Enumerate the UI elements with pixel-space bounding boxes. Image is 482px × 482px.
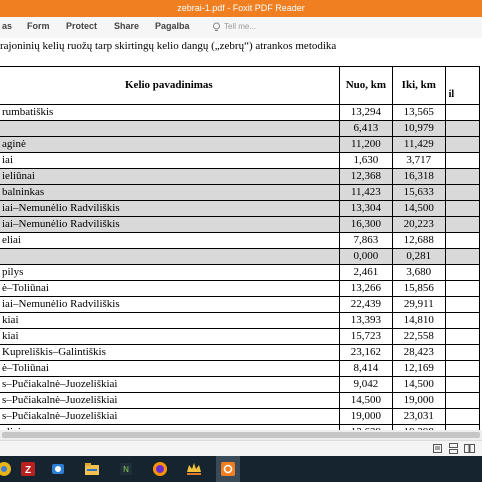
table-row [0,297,480,313]
column-header-from-km: Nuo, km [339,67,392,105]
road-name-cell: rumbatiškis [0,105,339,121]
table-row [0,137,480,153]
from-km-cell: 11,423 [339,185,392,201]
from-km-cell: 13,304 [339,201,392,217]
partial-cell [445,105,479,121]
svg-text:N: N [123,465,129,474]
from-km-cell: 19,000 [339,409,392,425]
from-km-cell: 9,042 [339,377,392,393]
window-titlebar [0,0,482,17]
road-name-cell: pilys [0,265,339,281]
window-title: zebrai-1.pdf - Foxit PDF Reader [177,3,305,13]
from-km-cell: 2,461 [339,265,392,281]
partial-cell [445,121,479,137]
from-km-cell: 8,414 [339,361,392,377]
road-name-cell: iai–Nemunėlio Radviliškis [0,201,339,217]
road-name-cell: kiai [0,313,339,329]
from-km-cell: 15,723 [339,329,392,345]
crown-app-icon[interactable] [182,456,206,482]
partial-cell [445,233,479,249]
pdf-page-view[interactable] [0,38,482,430]
table-row [0,361,480,377]
partial-cell [445,409,479,425]
road-name-cell: iai–Nemunėlio Radviliškis [0,297,339,313]
road-name-cell: s–Pučiakalnė–Juozeliškiai [0,409,339,425]
partial-cell [445,281,479,297]
road-name-cell [0,121,339,137]
partial-cell [445,393,479,409]
tell-me-placeholder: Tell me... [224,22,257,31]
app-blue-icon[interactable] [46,456,70,482]
road-name-cell: iai [0,153,339,169]
svg-text:Z: Z [24,465,32,476]
to-km-cell: 0,281 [393,249,446,265]
road-name-cell: iai–Nemunėlio Radviliškis [0,217,339,233]
notepadpp-icon[interactable] [114,456,138,482]
table-row [0,393,480,409]
status-bar [0,440,482,457]
tell-me-search[interactable] [212,20,262,33]
table-row [0,201,480,217]
firefox-icon[interactable] [148,456,172,482]
to-km-cell: 11,429 [393,137,446,153]
road-name-cell: s–Pučiakalnė–Juozeliškiai [0,393,339,409]
to-km-cell: 19,000 [393,393,446,409]
column-header-partial: il [445,67,479,105]
table-row [0,121,480,137]
table-row [0,345,480,361]
document-heading: rajoninių kelių ruožų tarp skirtingų kelio dangų („zebrų“) atrankos metodika [0,40,337,52]
partial-cell [445,137,479,153]
from-km-cell: 12,368 [339,169,392,185]
from-km-cell: 13,266 [339,281,392,297]
table-row [0,329,480,345]
from-km-cell: 7,863 [339,233,392,249]
to-km-cell: 13,565 [393,105,446,121]
partial-cell [445,329,479,345]
menu-tab-partial[interactable]: as [2,21,13,31]
facing-page-icon[interactable] [464,443,475,454]
from-km-cell: 23,162 [339,345,392,361]
table-row [0,249,480,265]
horizontal-scrollbar[interactable] [0,430,482,440]
ribbon-menu-bar [0,17,482,39]
windows-taskbar [0,456,482,482]
partial-cell [445,185,479,201]
partial-cell [445,345,479,361]
road-name-cell: aginė [0,137,339,153]
foxit-reader-icon[interactable] [216,456,240,482]
partial-cell [445,249,479,265]
from-km-cell: 22,439 [339,297,392,313]
partial-cell [445,297,479,313]
from-km-cell: 13,393 [339,313,392,329]
continuous-page-icon[interactable] [448,443,459,454]
to-km-cell: 15,633 [393,185,446,201]
road-name-cell [0,249,339,265]
to-km-cell: 23,031 [393,409,446,425]
from-km-cell: 11,200 [339,137,392,153]
to-km-cell: 12,169 [393,361,446,377]
partial-cell [445,217,479,233]
road-name-cell: balninkas [0,185,339,201]
column-header-to-km: Iki, km [393,67,446,105]
from-km-cell: 0,000 [339,249,392,265]
table-row [0,169,480,185]
to-km-cell: 16,318 [393,169,446,185]
road-name-cell: ieliūnai [0,169,339,185]
table-row [0,377,480,393]
menu-tab-share[interactable]: Share [114,21,140,31]
table-row [0,281,480,297]
from-km-cell: 1,630 [339,153,392,169]
road-name-cell: eliai [0,233,339,249]
menu-tab-help[interactable]: Pagalba [155,21,190,31]
partial-cell [445,153,479,169]
partial-cell [445,265,479,281]
roads-table [0,66,480,457]
partial-cell [445,201,479,217]
road-name-cell: ė–Toliūnai [0,361,339,377]
to-km-cell: 22,558 [393,329,446,345]
scrollbar-thumb[interactable] [2,432,480,438]
to-km-cell: 3,717 [393,153,446,169]
menu-tab-form[interactable]: Form [27,21,50,31]
column-header-road-name: Kelio pavadinimas [0,67,339,105]
to-km-cell: 12,688 [393,233,446,249]
road-name-cell: s–Pučiakalnė–Juozeliškiai [0,377,339,393]
from-km-cell: 13,294 [339,105,392,121]
partial-cell [445,361,479,377]
table-row [0,153,480,169]
to-km-cell: 10,979 [393,121,446,137]
table-row [0,217,480,233]
file-explorer-icon[interactable] [80,456,104,482]
partial-cell [445,169,479,185]
to-km-cell: 29,911 [393,297,446,313]
table-row [0,105,480,121]
table-row [0,233,480,249]
table-row [0,185,480,201]
table-header-row [0,67,480,105]
to-km-cell: 14,500 [393,201,446,217]
menu-tab-protect[interactable]: Protect [66,21,98,31]
table-row [0,265,480,281]
to-km-cell: 15,856 [393,281,446,297]
table-row [0,313,480,329]
partial-cell [445,313,479,329]
single-page-icon[interactable] [432,443,443,454]
road-name-cell: Kupreliškis–Galintiškis [0,345,339,361]
partial-cell [445,377,479,393]
filezilla-icon[interactable] [16,456,40,482]
from-km-cell: 6,413 [339,121,392,137]
to-km-cell: 3,680 [393,265,446,281]
road-name-cell: kiai [0,329,339,345]
road-name-cell: ė–Toliūnai [0,281,339,297]
to-km-cell: 14,810 [393,313,446,329]
lightbulb-icon [212,22,221,32]
to-km-cell: 14,500 [393,377,446,393]
from-km-cell: 16,300 [339,217,392,233]
chrome-icon[interactable] [0,456,16,482]
table-row [0,409,480,425]
to-km-cell: 20,223 [393,217,446,233]
from-km-cell: 14,500 [339,393,392,409]
to-km-cell: 28,423 [393,345,446,361]
